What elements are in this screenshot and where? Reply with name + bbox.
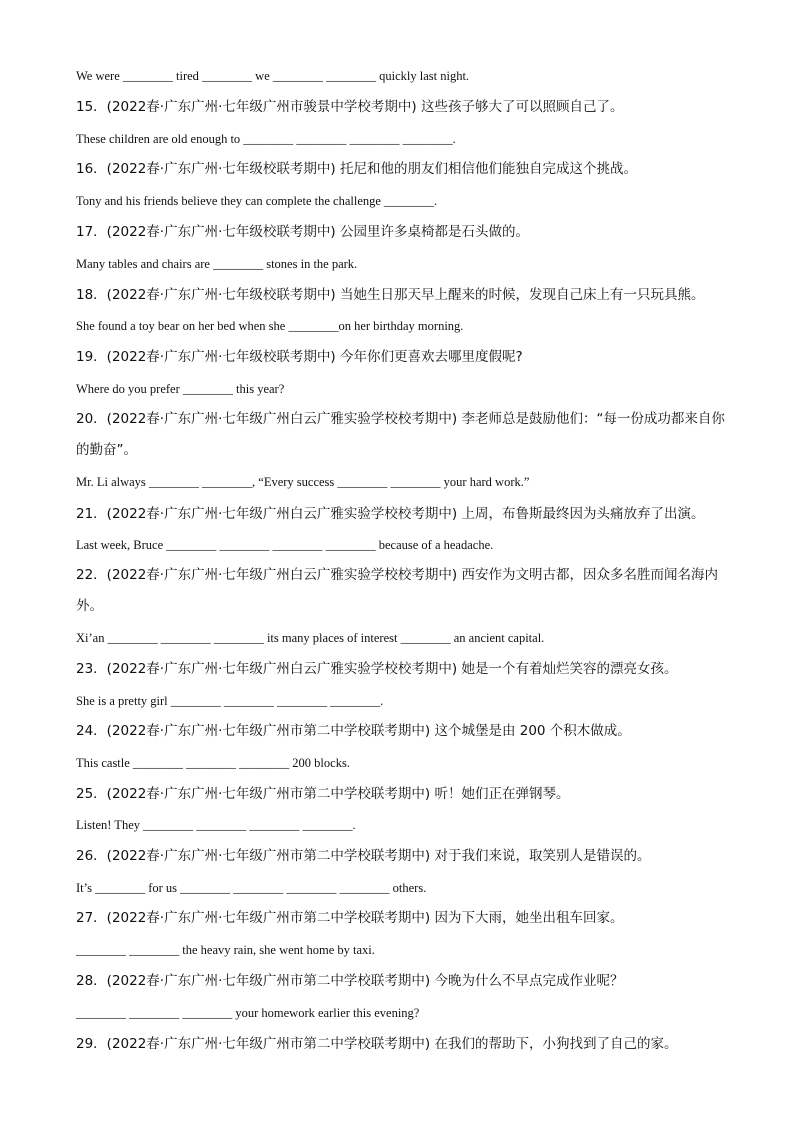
question-27: 27．(2022春·广东广州·七年级广州市第二中学校联考期中) 因为下大雨，她坐出租车回家。 [76, 910, 624, 926]
answer-line-15: These children are old enough to ________ ________ ________ ________. [76, 132, 456, 146]
question-20: 20．(2022春·广东广州·七年级广州白云广雅实验学校校考期中) 李老师总是鼓励他们：“每一份成功都来自你的勤奋”。 [76, 411, 725, 458]
answer-line-14: We were ________ tired ________ we ________ ________ quickly last night. [76, 69, 470, 83]
question-15: 15．(2022春·广东广州·七年级广州市骏景中学校考期中) 这些孩子够大了可以照顾自己了。 [76, 99, 624, 115]
question-25: 25．(2022春·广东广州·七年级广州市第二中学校联考期中) 听！她们正在弹钢琴。 [76, 786, 570, 802]
question-26: 26．(2022春·广东广州·七年级广州市第二中学校联考期中) 对于我们来说，取笑别人是错误的。 [76, 848, 651, 864]
question-23: 23．(2022春·广东广州·七年级广州白云广雅实验学校校考期中) 她是一个有着灿烂笑容的漂亮女孩。 [76, 661, 678, 677]
answer-line-18: She found a toy bear on her bed when she ________on her birthday morning. [76, 319, 464, 333]
answer-line-26: It’s ________ for us ________ ________ ________ ________ others. [76, 881, 427, 895]
question-28: 28．(2022春·广东广州·七年级广州市第二中学校联考期中) 今晚为什么不早点完成作业呢？ [76, 973, 624, 989]
question-19: 19．(2022春·广东广州·七年级校联考期中) 今年你们更喜欢去哪里度假呢? [76, 349, 523, 365]
answer-line-27: ________ ________ the heavy rain, she went home by taxi. [76, 943, 375, 957]
question-16: 16．(2022春·广东广州·七年级校联考期中) 托尼和他的朋友们相信他们能独自完成这个挑战。 [76, 161, 637, 177]
answer-line-23: She is a pretty girl ________ ________ ________ ________. [76, 694, 384, 708]
answer-line-25: Listen! They ________ ________ ________ ________. [76, 818, 356, 832]
answer-line-28: ________ ________ ________ your homework earlier this evening? [76, 1006, 420, 1020]
question-24: 24．(2022春·广东广州·七年级广州市第二中学校联考期中) 这个城堡是由 200 个积木做成。 [76, 723, 631, 739]
answer-line-17: Many tables and chairs are ________ stones in the park. [76, 257, 358, 271]
answer-line-22: Xi’an ________ ________ ________ its many places of interest ________ an ancient capital. [76, 631, 545, 645]
answer-line-20: Mr. Li always ________ ________, “Every success ________ ________ your hard work.” [76, 475, 530, 489]
question-21: 21．(2022春·广东广州·七年级广州白云广雅实验学校校考期中) 上周，布鲁斯最终因为头痛放弃了出演。 [76, 506, 705, 522]
answer-line-24: This castle ________ ________ ________ 200 blocks. [76, 756, 350, 770]
question-22: 22．(2022春·广东广州·七年级广州白云广雅实验学校校考期中) 西安作为文明古都，因众多名胜而闻名海内外。 [76, 567, 718, 614]
answer-line-19: Where do you prefer ________ this year? [76, 382, 285, 396]
question-17: 17．(2022春·广东广州·七年级校联考期中) 公园里许多桌椅都是石头做的。 [76, 224, 529, 240]
answer-line-21: Last week, Bruce ________ ________ ________ ________ because of a headache. [76, 538, 494, 552]
question-29: 29．(2022春·广东广州·七年级广州市第二中学校联考期中) 在我们的帮助下，小狗找到了自己的家。 [76, 1036, 678, 1052]
question-18: 18．(2022春·广东广州·七年级校联考期中) 当她生日那天早上醒来的时候，发现自己床上有一只玩具熊。 [76, 287, 705, 303]
answer-line-16: Tony and his friends believe they can complete the challenge ________. [76, 194, 438, 208]
